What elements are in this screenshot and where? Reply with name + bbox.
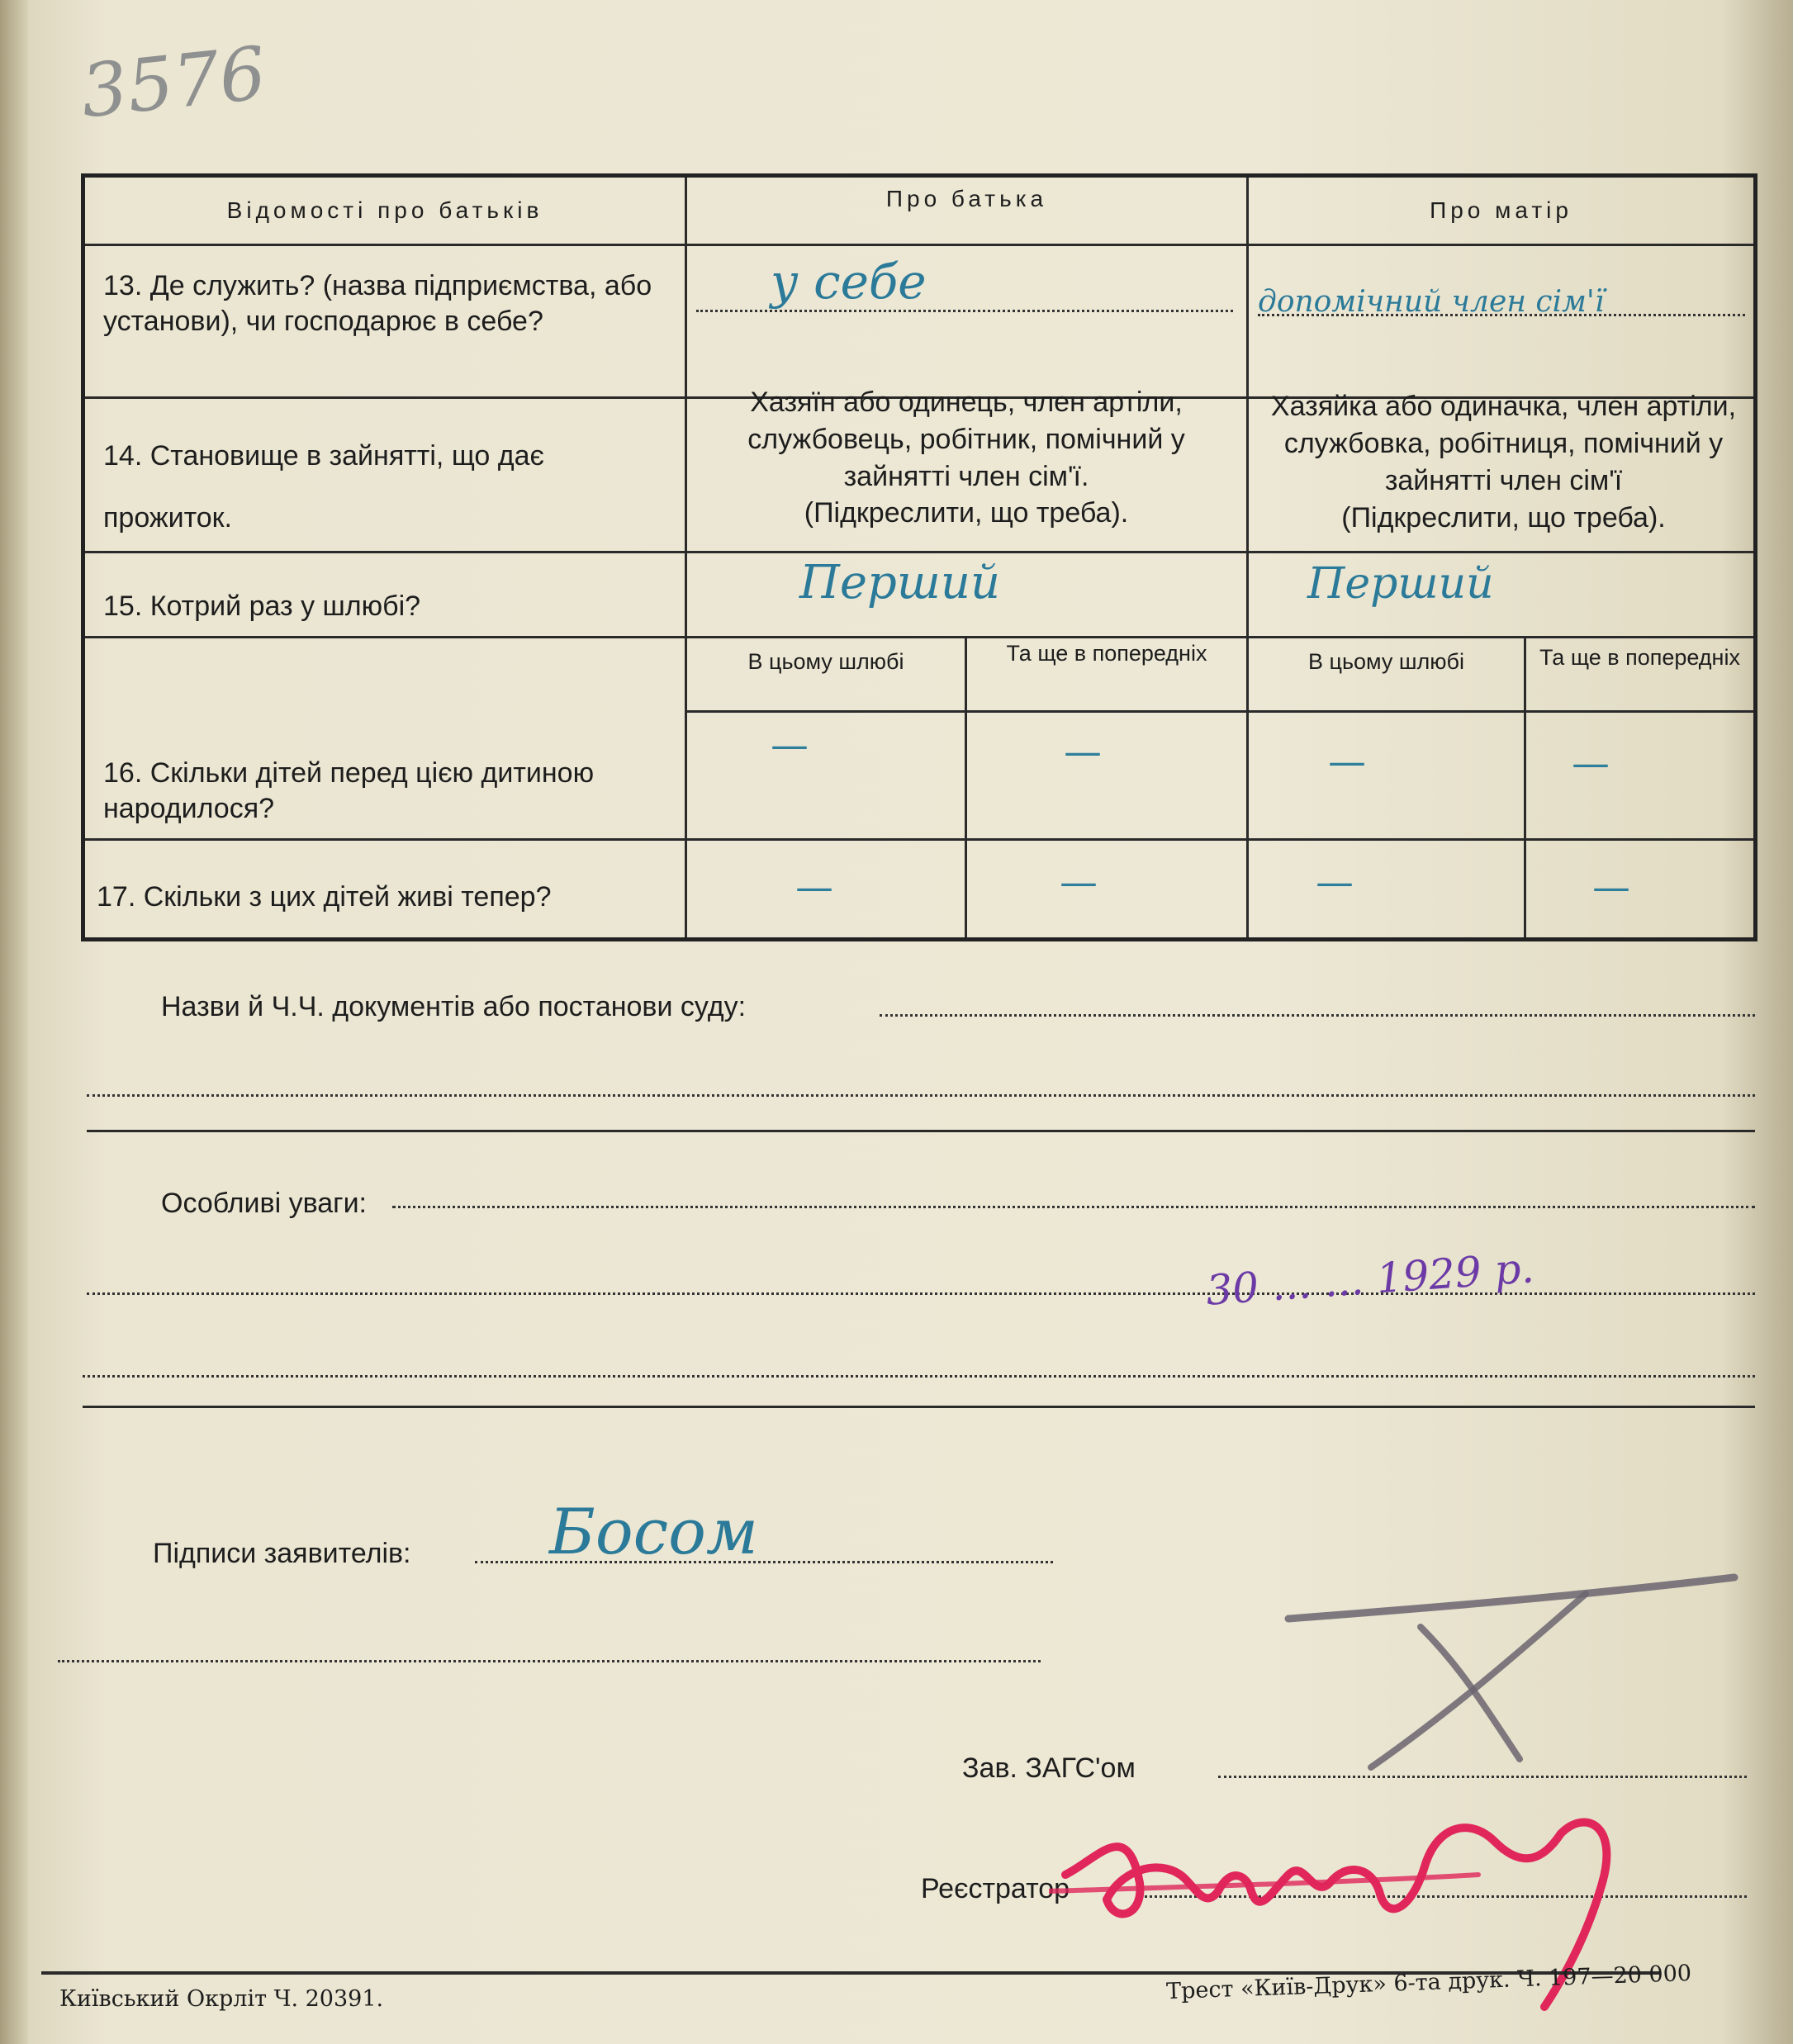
signature-applicant: Босом — [549, 1495, 758, 1568]
table-divider — [965, 636, 967, 937]
q16-father-col-this: В цьому шлюбі — [747, 649, 904, 674]
table-divider — [1524, 636, 1526, 937]
table-divider — [685, 178, 687, 937]
remarks-line — [83, 1375, 1755, 1378]
q13-label: 13. Де служить? (назва підприємства, або установи), чи господарює в себе? — [103, 270, 652, 337]
q14-father-options: Хазяїн або одинець, член артіли, службовець, робітник, помічний у зайнятті член сім'ї. — [747, 387, 1185, 492]
table-rule — [85, 551, 1753, 553]
q17-value: — — [1316, 860, 1354, 904]
header-father: Про батька — [885, 186, 1048, 211]
q14-mother-note: (Підкреслити, що треба). — [1341, 502, 1666, 534]
zags-head-signature — [1272, 1553, 1751, 1800]
q15-mother-answer: Перший — [1307, 559, 1494, 609]
signatures-label: Підписи заявителів: — [153, 1538, 411, 1569]
q15-father-answer: Перший — [799, 556, 1001, 609]
signatures-line — [58, 1660, 1041, 1662]
q16-mother-col-prev: Та ще в попередніх — [1539, 645, 1740, 670]
q17-label: 17. Скільки з цих дітей живі тепер? — [97, 881, 552, 913]
q17-value: — — [795, 865, 833, 909]
table-rule — [85, 636, 1753, 638]
q14-mother-options: Хазяйка або одиначка, член артіли, службовка, робітниця, помічний у зайнятті член сім'ї — [1270, 391, 1737, 496]
footer-right: Трест «Київ-Друк» 6-та друк. Ч. 197—20 000 — [1165, 1960, 1692, 2005]
table-rule — [85, 838, 1753, 841]
q17-value: — — [1592, 865, 1630, 909]
remarks-label: Особливі уваги: — [161, 1188, 368, 1219]
documents-line — [880, 1014, 1755, 1017]
registrar-label: Реєстратор — [921, 1873, 1070, 1904]
table-divider — [1246, 178, 1249, 937]
section-rule — [87, 1130, 1755, 1132]
q14-father-note: (Підкреслити, що треба). — [804, 497, 1129, 529]
q13-father-line — [696, 310, 1233, 312]
q13-mother-line — [1258, 314, 1745, 316]
header-label: Відомості про батьків — [226, 197, 543, 223]
q17-value: — — [1060, 860, 1098, 904]
q16-mother-col-this: В цьому шлюбі — [1307, 649, 1465, 674]
documents-line — [87, 1094, 1755, 1097]
header-mother: Про матір — [1430, 197, 1572, 223]
remarks-stamp: 30 ... ... 1929 р. — [1204, 1244, 1536, 1315]
q16-value: — — [771, 723, 809, 767]
table-rule — [85, 244, 1753, 246]
footer-left: Київський Окрліт Ч. 20391. — [59, 1986, 384, 2012]
q13-father-answer: у себе — [771, 254, 927, 310]
q13-mother-answer: допомічний член сім'ї — [1258, 285, 1605, 319]
q14-label: 14. Становище в зайнятті, що дає прожиток. — [103, 440, 544, 534]
table-rule — [685, 710, 1753, 713]
q16-value: — — [1328, 739, 1366, 784]
documents-label: Назви й Ч.Ч. документів або постанови суду: — [161, 991, 747, 1022]
q16-value: — — [1572, 741, 1610, 785]
q15-label: 15. Котрий раз у шлюбі? — [103, 590, 421, 622]
parents-info-table — [81, 173, 1757, 941]
q16-father-col-prev: Та ще в попередніх — [1006, 641, 1207, 666]
zags-head-label: Зав. ЗАГС'ом — [962, 1752, 1136, 1784]
archive-number: 3576 — [77, 30, 270, 135]
section-rule — [83, 1406, 1755, 1408]
q16-label: 16. Скільки дітей перед цією дитиною народилося? — [103, 757, 595, 824]
q16-value: — — [1064, 729, 1102, 774]
remarks-line — [392, 1206, 1755, 1208]
